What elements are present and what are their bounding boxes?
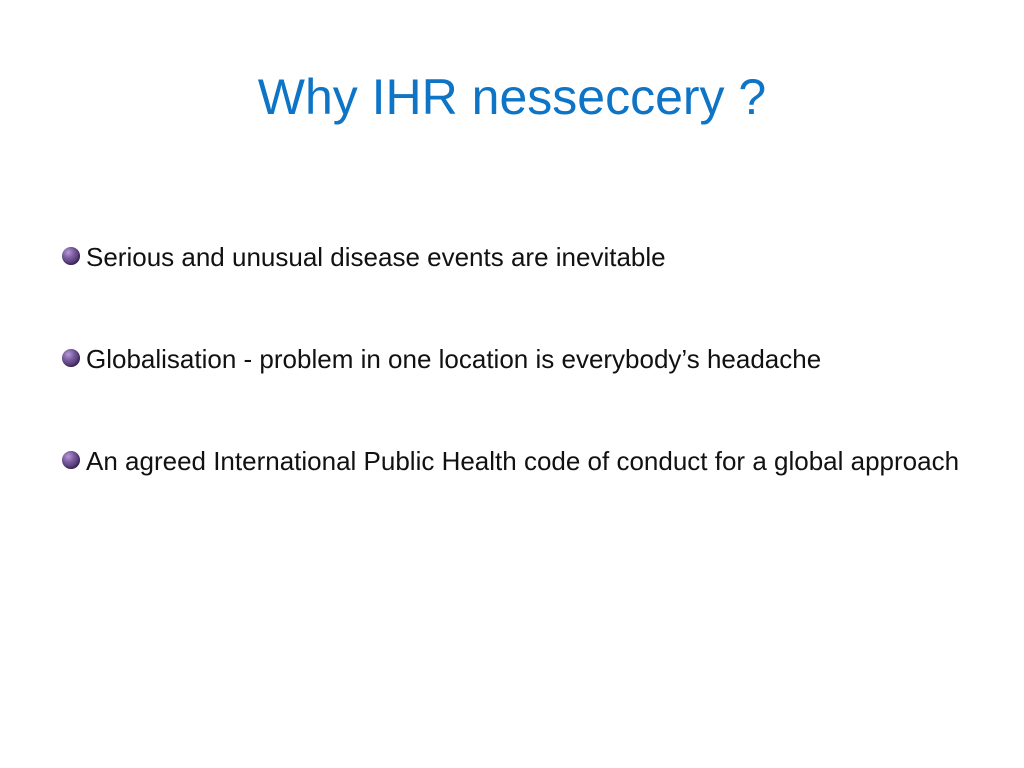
bullet-item	[62, 444, 962, 478]
bullet-text: Serious and unusual disease events are inevitable	[86, 242, 666, 272]
purple-sphere-bullet-icon	[62, 247, 80, 265]
purple-sphere-bullet-icon	[62, 451, 80, 469]
bullet-text: An agreed International Public Health code of conduct for a global approach	[86, 446, 960, 476]
bullet-text: Globalisation - problem in one location is everybody’s headache	[86, 344, 822, 374]
bullet-item	[62, 342, 962, 376]
slide-title: Why IHR nesseccery ?	[257, 69, 767, 125]
bullet-list	[62, 240, 962, 478]
bullet-item	[62, 240, 962, 274]
purple-sphere-bullet-icon	[62, 349, 80, 367]
